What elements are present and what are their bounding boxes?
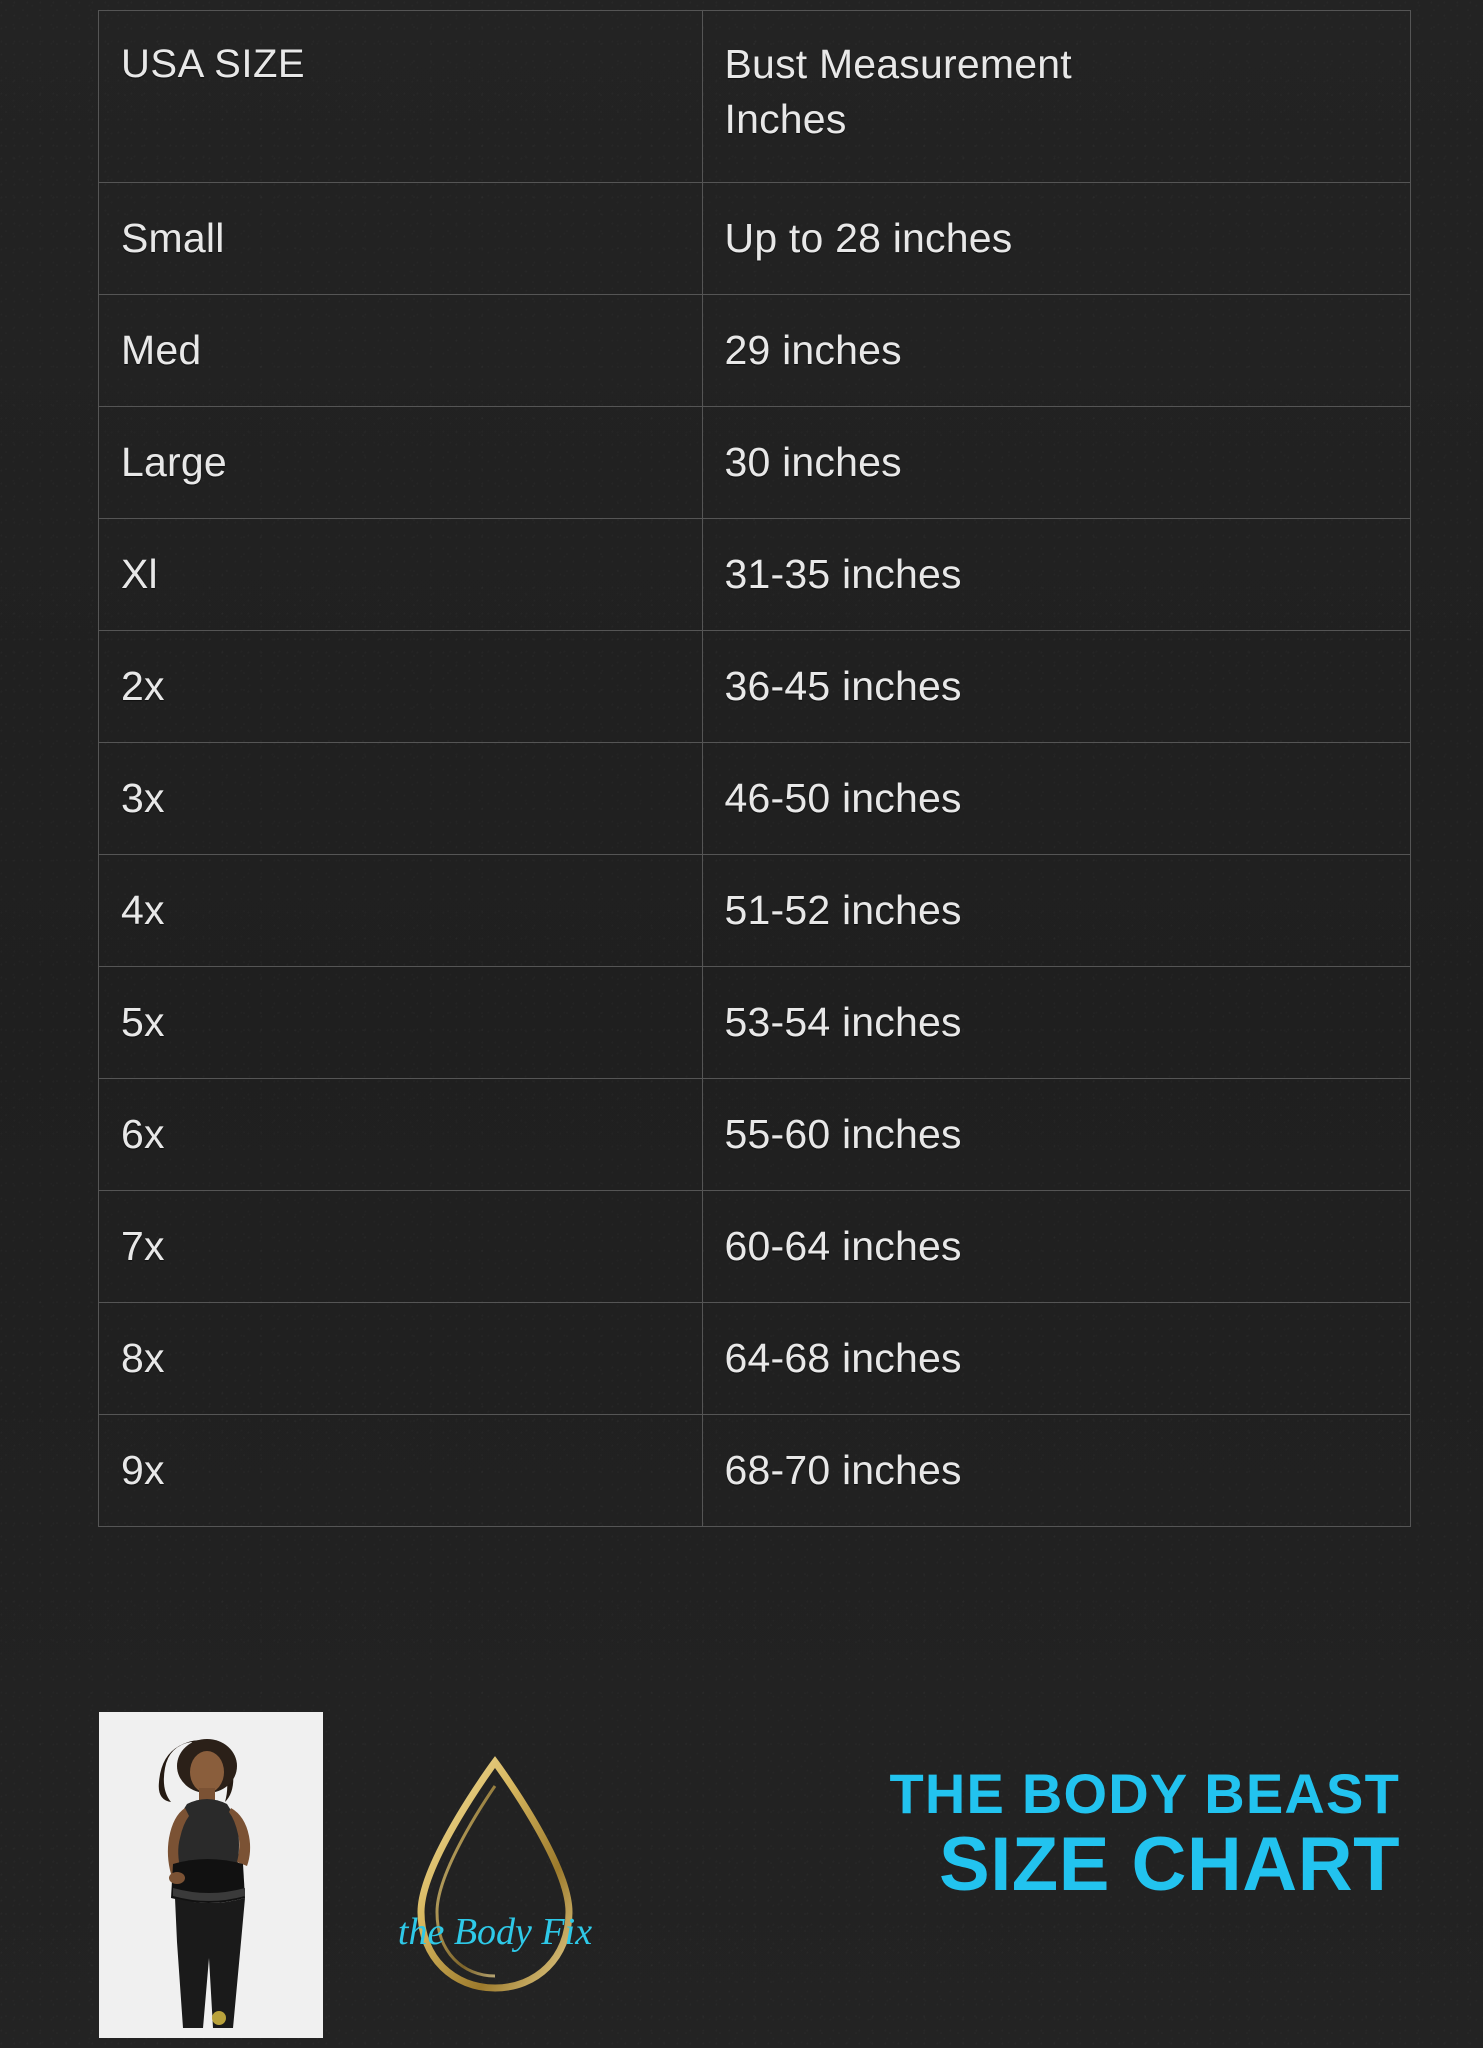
cell-bust: Up to 28 inches: [702, 182, 1410, 294]
headline-line1: THE BODY BEAST: [889, 1762, 1400, 1825]
table-row: [99, 1078, 1411, 1190]
cell-bust: 68-70 inches: [702, 1414, 1410, 1526]
column-header-bust-line1: Bust Measurement: [724, 41, 1072, 87]
cell-bust: 46-50 inches: [702, 742, 1410, 854]
size-chart-table-container: [98, 10, 1411, 1527]
cell-usa-size: 4x: [99, 854, 703, 966]
table-row: [99, 742, 1411, 854]
table-row: [99, 1302, 1411, 1414]
table-header-row: [99, 11, 1411, 183]
cell-usa-size: 7x: [99, 1190, 703, 1302]
headline-block: [700, 1764, 1400, 1906]
cell-bust: 30 inches: [702, 406, 1410, 518]
cell-bust: 60-64 inches: [702, 1190, 1410, 1302]
the-body-fix-logo: [345, 1726, 645, 2026]
table-row: [99, 630, 1411, 742]
table-row: [99, 966, 1411, 1078]
model-illustration: [99, 1712, 323, 2038]
table-body: [99, 182, 1411, 1526]
size-chart-table: [98, 10, 1411, 1527]
cell-usa-size: 5x: [99, 966, 703, 1078]
cell-usa-size: 3x: [99, 742, 703, 854]
model-photo: [99, 1712, 323, 2038]
cell-usa-size: 9x: [99, 1414, 703, 1526]
logo-wordmark: the Body Fix: [397, 1911, 593, 1953]
table-row: [99, 406, 1411, 518]
table-row: [99, 1414, 1411, 1526]
cell-bust: 51-52 inches: [702, 854, 1410, 966]
column-header-bust-line2: Inches: [724, 96, 847, 143]
cell-bust: 64-68 inches: [702, 1302, 1410, 1414]
column-header-bust-measurement: [702, 11, 1410, 183]
headline-line2: SIZE CHART: [939, 1822, 1400, 1908]
table-row: [99, 294, 1411, 406]
column-header-usa-size: USA SIZE: [99, 11, 703, 183]
droplet-icon: [345, 1726, 645, 2026]
cell-usa-size: Large: [99, 406, 703, 518]
cell-usa-size: Xl: [99, 518, 703, 630]
table-row: [99, 854, 1411, 966]
cell-usa-size: 8x: [99, 1302, 703, 1414]
cell-usa-size: 6x: [99, 1078, 703, 1190]
cell-bust: 29 inches: [702, 294, 1410, 406]
cell-bust: 31-35 inches: [702, 518, 1410, 630]
table-row: [99, 182, 1411, 294]
cell-usa-size: Med: [99, 294, 703, 406]
table-row: [99, 1190, 1411, 1302]
cell-bust: 53-54 inches: [702, 966, 1410, 1078]
cell-usa-size: 2x: [99, 630, 703, 742]
footer-branding: [0, 1688, 1483, 2048]
cell-usa-size: Small: [99, 182, 703, 294]
cell-bust: 55-60 inches: [702, 1078, 1410, 1190]
table-row: [99, 518, 1411, 630]
cell-bust: 36-45 inches: [702, 630, 1410, 742]
